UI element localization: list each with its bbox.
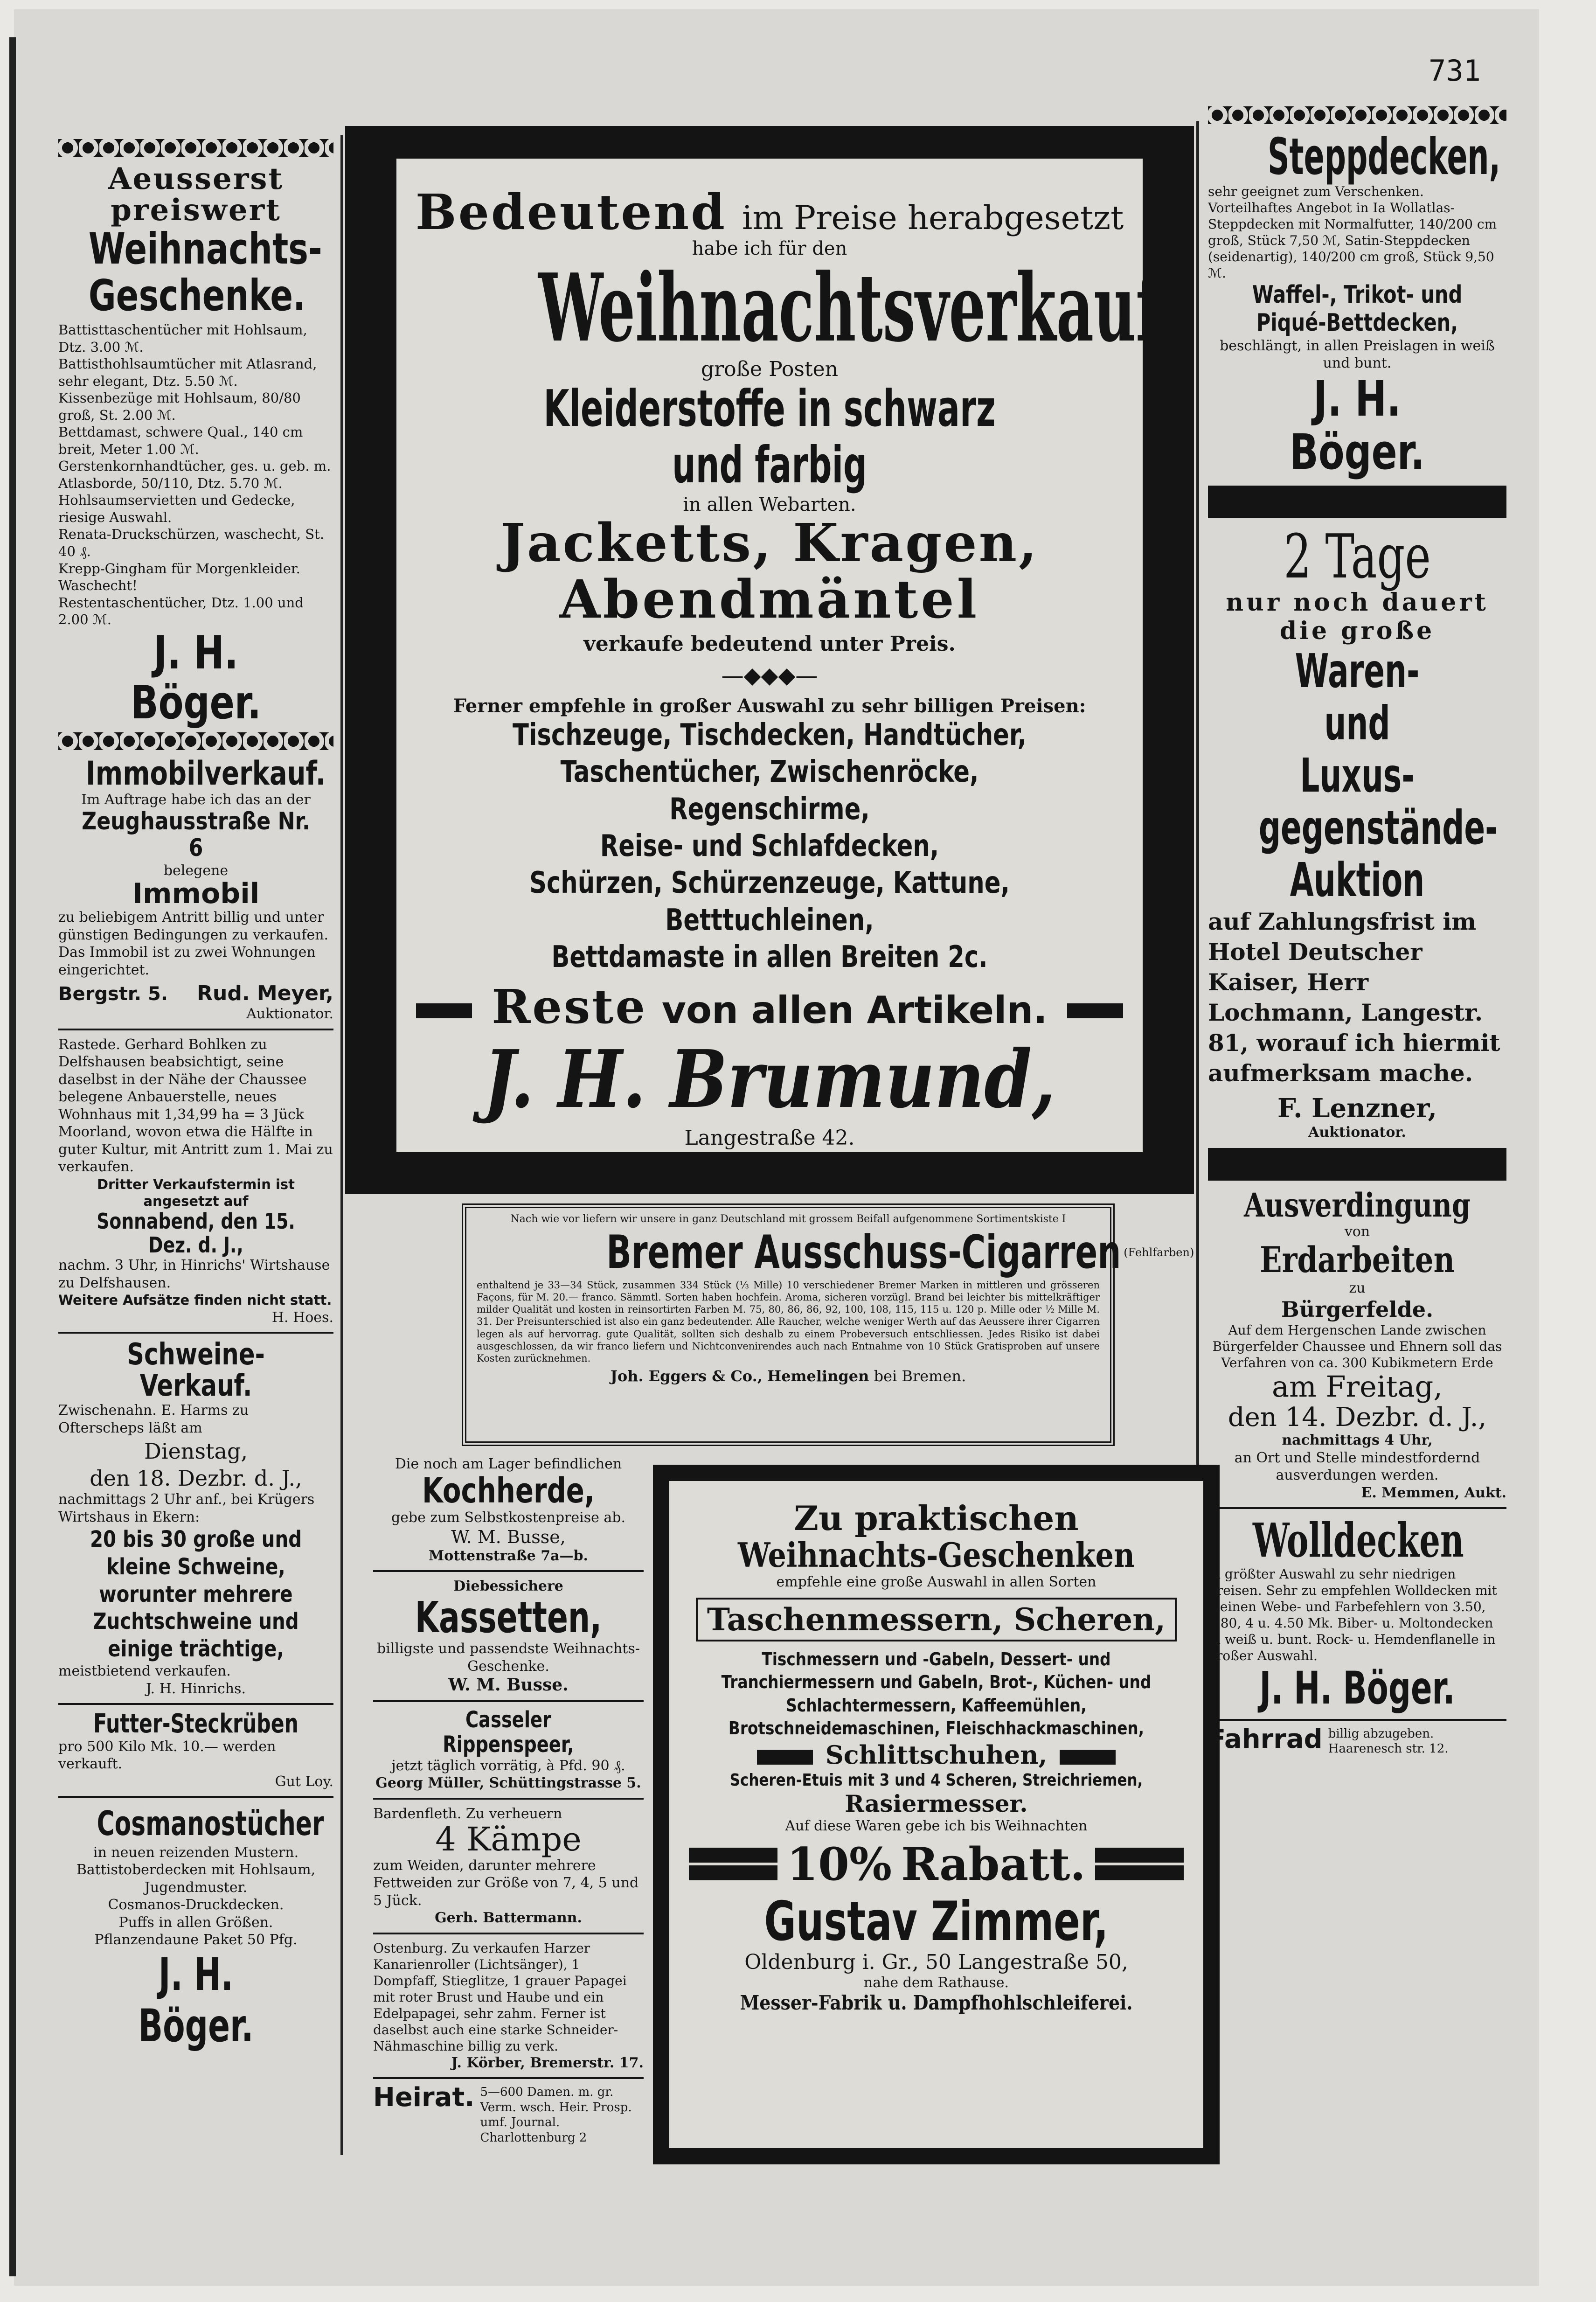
ad-day: Dienstag,: [144, 1439, 248, 1464]
ad-text: Scheren-Etuis mit 3 und 4 Scheren, Streichriemen,: [729, 1771, 1143, 1790]
ad-brumund: [396, 159, 1161, 1152]
divider: [58, 1703, 333, 1705]
left-column: [58, 135, 333, 2052]
ad-highlight-rest: von allen Artikeln.: [661, 988, 1048, 1032]
divider: [1208, 1719, 1506, 1721]
ad-text: meistbietend verkaufen.: [58, 1663, 231, 1680]
divider: [373, 1570, 644, 1572]
ad-text: in allen Webarten.: [683, 494, 856, 516]
ad-text: zu: [1349, 1280, 1366, 1296]
ad-text: Diebessichere: [453, 1578, 563, 1595]
column-rule-left: [9, 37, 16, 2276]
ad-headline: Erdarbeiten: [1260, 1239, 1455, 1281]
ad-subtitle: Waffel-, Trikot- und Piqué-Bettdecken,: [1252, 281, 1463, 337]
ad-list: Taschentücher, Zwischenröcke, Regenschirme,: [560, 755, 979, 827]
ad-text: Rastede. Gerhard Bohlken zu Delfshausen beabsichtigt, seine daselbst in der Nähe der Chaussee belegene Anbauerstelle, neues Wohnhaus mit 1,34,99 ha = 3 Jück Moorland, wovon etwa die Hälfte in guter Kultur, mit Antritt zum 1. Mai zu verkaufen.: [58, 1036, 333, 1175]
ad-headline: Bedeutend: [415, 183, 727, 241]
ad-note: (Fehlfarben): [1124, 1245, 1194, 1259]
ad-headline: gegenstände-: [1258, 800, 1498, 855]
pointing-hand-icon: [416, 1003, 472, 1018]
decorative-bar: [1095, 1865, 1184, 1880]
ad-text: 5—600 Damen. m. gr. Verm. wsch. Heir. Prosp. umf. Journal. Charlottenburg 2: [480, 2085, 632, 2145]
ad-tagline: Messer-Fabrik u. Dampfhohlschleiferei.: [740, 1991, 1133, 2015]
ad-text: große Posten: [701, 357, 839, 382]
ad-text: in größter Auswahl zu sehr niedrigen Preisen. Sehr zu empfehlen Wolldecken mit kleinen Webe- und Farbefehlern von 3.50, 3.80, 4 u. 4.50 Mk. Biber- u. Moltondecken in weiß u. bunt. Rock- u. Hemdenflanelle in großer Auswahl.: [1208, 1566, 1497, 1664]
ad-text: pro 500 Kilo Mk. 10.— werden verkauft.: [58, 1738, 276, 1773]
ad-highlight: Schlittschuhen,: [825, 1740, 1048, 1770]
ad-headline: Zu praktischen: [794, 1498, 1079, 1538]
ad-text: an Ort und Stelle mindestfordernd ausverdungen werden.: [1234, 1449, 1480, 1484]
ad-subtitle: Jacketts, Kragen,: [500, 513, 1039, 574]
ad-title: Steppdecken,: [1268, 128, 1501, 186]
ad-address: Bergstr. 5.: [58, 983, 168, 1005]
ad-signature: J. Körber, Bremerstr. 17.: [451, 2054, 644, 2071]
ad-title: 4 Kämpe: [435, 1820, 582, 1859]
ad-signature: Gut Loy.: [275, 1773, 333, 1790]
ad-text: empfehle eine große Auswahl in allen Sorten: [776, 1574, 1096, 1591]
divider: [373, 1798, 644, 1800]
chain-border: [58, 139, 333, 157]
ad-title: Heirat.: [373, 2082, 475, 2113]
pointing-hand-icon: [1060, 1750, 1116, 1765]
ad-title: Schweine-Verkauf.: [127, 1337, 265, 1404]
ad-time: nachmittags 4 Uhr,: [1282, 1432, 1433, 1449]
ad-highlight: Reste: [492, 979, 647, 1034]
decorative-bar: [689, 1865, 777, 1880]
ad-text: Ostenburg. Zu verkaufen Harzer Kanarienroller (Lichtsänger), 1 Dompfaff, Stieglitze, 1 grauer Papagei mit roter Brust und Haube und ein Edelpapagei, sehr zahm. Ferner ist daselbst auch eine starke Schneider-Nähmaschine billig zu verk.: [373, 1940, 627, 2054]
firm-name: W. M. Busse.: [448, 1675, 569, 1695]
divider: [58, 1796, 333, 1798]
ad-text: habe ich für den: [692, 238, 847, 260]
ad-subtitle: Kleiderstoffe in schwarz und farbig: [543, 380, 996, 495]
ad-signature: H. Hoes.: [271, 1309, 333, 1326]
ad-item: Restentaschentücher, Dtz. 1.00 und 2.00 ℳ.: [58, 594, 304, 628]
ad-text: auf Zahlungsfrist im Hotel Deutscher Kaiser, Herr Lochmann, Langestr. 81, worauf ich hiermit aufmerksam mache.: [1208, 908, 1500, 1087]
ad-role: Auktionator.: [246, 1006, 333, 1022]
ad-text: Zwischenahn. E. Harms zu Ofterscheps läßt am: [58, 1402, 249, 1436]
ad-headline: Auktion: [1290, 853, 1425, 908]
firm-location: bei Bremen.: [874, 1367, 966, 1385]
decorative-bar: [1208, 1148, 1506, 1181]
ad-title: Immobilverkauf.: [86, 754, 326, 793]
ad-wolldecken: [1208, 1515, 1506, 1757]
decorative-bar: [1095, 1848, 1184, 1863]
ad-subtitle: Abendmäntel: [559, 569, 980, 631]
ad-text: Dritter Verkaufstermin ist angesetzt auf: [97, 1176, 295, 1209]
ad-weihnachts-geschenke: [58, 139, 333, 750]
ad-cigarren: [462, 1203, 1194, 1446]
ad-kochherde: [373, 1455, 644, 1572]
ad-date: den 18. Dezbr. d. J.,: [90, 1466, 302, 1491]
ad-text: Cosmanos-Druckdecken.: [108, 1897, 284, 1913]
ad-text: Pflanzendaune Paket 50 Pfg.: [94, 1932, 298, 1948]
ad-headline-rest: im Preise herabgesetzt: [742, 199, 1124, 237]
ad-highlight: worunter mehrere: [99, 1581, 293, 1607]
ad-text: Nach wie vor liefern wir unsere in ganz Deutschland mit grossem Beifall aufgenommene Sortimentskiste I: [510, 1213, 1066, 1225]
ad-erdarbeiten: [1208, 1187, 1506, 1509]
ad-text: Die noch am Lager befindlichen: [395, 1456, 622, 1472]
firm-address-note: nahe dem Rathause.: [863, 1974, 1009, 1991]
ad-zimmer: [669, 1481, 1203, 2148]
ad-date: Sonnabend, den 15. Dez. d. J.,: [97, 1209, 295, 1258]
ad-signature: Rud. Meyer,: [197, 981, 333, 1006]
ad-boxed-item: Taschenmessern, Scheren,: [696, 1598, 1177, 1641]
ad-text: billig abzugeben. Haarenesch str. 12.: [1328, 1726, 1449, 1756]
divider: [58, 1029, 333, 1030]
ad-kaempe: [373, 1805, 644, 1934]
column-rule-1: [340, 135, 343, 2155]
ad-highlight: Rasiermesser.: [845, 1790, 1028, 1818]
ad-item: Gerstenkornhandtücher, ges. u. geb. m. Atlasborde, 50/110, Dtz. 5.70 ℳ.: [58, 458, 331, 491]
ad-text: zum Weiden, darunter mehrere Fettweiden zur Größe von 7, 4, 5 und 5 Jück.: [373, 1857, 639, 1909]
ad-item: Bettdamast, schwere Qual., 140 cm breit, Meter 1.00 ℳ.: [58, 424, 303, 457]
ad-text: Ferner empfehle in großer Auswahl zu sehr billigen Preisen:: [453, 695, 1086, 717]
center-left-column: [373, 1455, 644, 2145]
ad-headline: Aeusserst: [108, 161, 284, 196]
ad-headline: 2 Tage: [1284, 521, 1431, 592]
ad-text: Im Auftrage habe ich das an der: [81, 791, 311, 808]
ad-day: am Freitag,: [1272, 1370, 1443, 1404]
ad-text: von: [1344, 1223, 1370, 1240]
ad-headline: preiswert: [111, 193, 281, 228]
ad-text: belegene: [163, 862, 229, 879]
ad-role: Auktionator.: [1308, 1124, 1406, 1141]
pointing-hand-icon: [1067, 1003, 1123, 1018]
ad-date: den 14. Dezbr. d. J.,: [1228, 1402, 1487, 1433]
ad-cosmanostuecher: [58, 1803, 333, 2052]
newspaper-page: [14, 9, 1539, 2286]
ad-text: zu beliebigem Antritt billig und unter günstigen Bedingungen zu verkaufen. Das Immobil ist zu zwei Wohnungen eingerichtet.: [58, 909, 329, 978]
ad-kassetten: [373, 1578, 644, 1702]
ad-auktion: [1208, 521, 1506, 1181]
ad-casseler: [373, 1708, 644, 1800]
ad-signature: E. Memmen, Aukt.: [1361, 1484, 1506, 1501]
ad-list: Reise- und Schlafdecken,: [600, 829, 939, 864]
ad-list: Tischzeuge, Tischdecken, Handtücher,: [512, 718, 1027, 752]
ad-text: nachm. 3 Uhr, in Hinrichs' Wirtshause zu Delfshausen.: [58, 1257, 330, 1291]
ad-main-title: Weihnachtsverkauf: [538, 253, 1161, 363]
ad-item: Kissenbezüge mit Hohlsaum, 80/80 groß, St. 2.00 ℳ.: [58, 390, 301, 423]
ad-text: gebe zum Selbstkostenpreise ab.: [391, 1509, 626, 1526]
ad-text: beschlängt, in allen Preislagen in weiß und bunt.: [1220, 337, 1495, 372]
ad-text: Weitere Aufsätze finden nicht statt.: [58, 1292, 332, 1308]
ad-signature: Gerh. Battermann.: [435, 1910, 582, 1926]
ad-steppdecken: [1208, 106, 1506, 518]
ad-text: nachmittags 2 Uhr anf., bei Krügers Wirtshaus in Ekern:: [58, 1491, 315, 1525]
ad-title: Futter-Steckrüben: [93, 1709, 298, 1739]
ad-text: Bardenfleth. Zu verheuern: [373, 1805, 562, 1822]
firm-address: Oldenburg i. Gr., 50 Langestraße 50,: [744, 1950, 1128, 1974]
firm-place: Hemelingen: [767, 1367, 869, 1385]
page-number: 731: [1429, 54, 1481, 88]
ad-text: verkaufe bedeutend unter Preis.: [583, 632, 956, 656]
ad-item: Battisttaschentücher mit Hohlsaum, Dtz. 3.00 ℳ.: [58, 322, 307, 355]
ad-headline: Geschenke.: [88, 270, 306, 320]
ad-futter-steckrueben: [58, 1711, 333, 1798]
ad-text: nur noch dauert: [1226, 588, 1489, 617]
divider: [373, 1933, 644, 1934]
firm-name: W. M. Busse,: [451, 1526, 566, 1547]
ad-word: Immobil: [132, 877, 260, 911]
ad-item: Krepp-Gingham für Morgenkleider. Waschecht!: [58, 560, 300, 594]
ad-place: Bürgerfelde.: [1281, 1297, 1434, 1322]
firm-name: J. H. Böger.: [138, 1948, 254, 2052]
ad-signature: J. H. Hinrichs.: [146, 1680, 246, 1697]
ad-text: die große: [1279, 617, 1435, 646]
ad-highlight: Zuchtschweine und: [93, 1608, 299, 1635]
ad-koerber: [373, 1940, 644, 2079]
ad-list: Schürzen, Schürzenzeuge, Kattune, Betttuchleinen,: [529, 866, 1010, 938]
ornament: —◆◆◆—: [721, 662, 818, 689]
ad-text: jetzt täglich vorrätig, à Pfd. 90 ₰.: [391, 1757, 625, 1774]
ad-list: Bettdamaste in allen Breiten 2c.: [551, 940, 988, 975]
divider: [373, 1700, 644, 1702]
ad-text: enthaltend je 33—34 Stück, zusammen 334 Stück (⅓ Mille) 10 verschiedener Bremer Marken in mittleren und grösseren Façons, für M. 20.— franco. Sämmtl. Sorten haben hochfein. Aroma, sicheren vorzügl. Brand bei leichter bis mittelkräftiger milder Qualität und kosten in reinsortirten Farben M. 75, 80, 86, 86, 92, 100, 108, 115, 115 u. 120 p. Mille oder ½ Mille M. 31. Der Preisunterschied ist also ein ganz bedeutender. Alle Raucher, welche weniger Werth auf das Aeussere ihrer Cigarren legen als auf hervorrag. gute Qualität, sollten sich deshalb zu einem Probeversuch entschliessen. Jedes Risiko ist dabei ausgeschlossen, da wir franco liefern und Nichtconvenirendes auch nach Entnahme von 10 Stück Gratisproben auf unsere Kosten zurücknehmen.: [477, 1279, 1100, 1364]
ad-headline: Weihnachts-Geschenken: [737, 1535, 1135, 1575]
chain-border: [1208, 106, 1506, 124]
firm-name: J. H. Brumund,: [483, 1032, 1056, 1126]
pointing-hand-icon: [757, 1750, 813, 1765]
ad-signature: F. Lenzner,: [1277, 1093, 1437, 1124]
ad-item: Hohlsaumservietten und Gedecke, riesige Auswahl.: [58, 492, 295, 525]
ad-title: Wolldecken: [1253, 1513, 1464, 1568]
ad-title: Casseler Rippenspeer,: [443, 1707, 574, 1758]
ad-headline: Luxus-: [1300, 748, 1415, 803]
ad-headline: Ausverdingung: [1243, 1185, 1471, 1224]
firm-name: J. H. Böger.: [1290, 370, 1425, 481]
ad-text: Battistoberdecken mit Hohlsaum, Jugendmuster.: [76, 1862, 316, 1896]
ad-street: Zeughausstraße Nr. 6: [82, 807, 310, 862]
ad-highlight: 20 bis 30 große und: [90, 1526, 302, 1553]
ad-title: Fahrrad: [1208, 1724, 1323, 1754]
ad-item: Renata-Druckschürzen, waschecht, St. 40 ₰.: [58, 526, 325, 559]
right-column: [1208, 103, 1506, 1757]
firm-address: Langestraße 42.: [684, 1126, 855, 1150]
ad-schweine-verkauf: [58, 1339, 333, 1705]
ad-headline: Waren- und: [1295, 644, 1420, 751]
ad-title: Cosmanostücher: [97, 1804, 324, 1843]
ad-title: Kochherde,: [422, 1470, 595, 1511]
ad-heirat: [373, 2082, 644, 2145]
ad-title: Kassetten,: [415, 1592, 602, 1642]
ad-highlight: einige trächtige,: [108, 1635, 284, 1662]
firm-name: Gustav Zimmer,: [764, 1890, 1109, 1953]
ad-immobilverkauf: [58, 754, 333, 1030]
ad-rastede: [58, 1036, 333, 1334]
discount-percent: 10%: [787, 1837, 892, 1891]
firm-name: J. H. Böger.: [130, 626, 262, 730]
ad-highlight: kleine Schweine,: [106, 1553, 285, 1580]
ad-text: sehr geeignet zum Verschenken. Vorteilhaftes Angebot in Ia Wollatlas-Steppdecken mit Normalfutter, 140/200 cm groß, Stück 7,50 ℳ, Satin-Steppdecken (seidenartig), 140/200 cm groß, Stück 9,50 ℳ.: [1208, 184, 1497, 281]
firm-address: Mottenstraße 7a—b.: [429, 1547, 588, 1564]
ad-text: Auf diese Waren gebe ich bis Weihnachten: [785, 1818, 1088, 1835]
ad-list: Tischmessern und -Gabeln, Dessert- und Tranchiermessern und Gabeln, Brot-, Küchen- und Schlachtermessern, Kaffeemühlen, Brotschneidemaschinen, Fleischhackmaschinen,: [721, 1648, 1152, 1739]
divider: [1208, 1507, 1506, 1509]
firm-name: Georg Müller, Schüttingstrasse 5.: [375, 1775, 641, 1792]
firm-name: J. H. Böger.: [1259, 1662, 1455, 1715]
firm-name: Joh. Eggers & Co.,: [610, 1367, 763, 1385]
ad-text: billigste und passendste Weihnachts-Geschenke.: [377, 1641, 640, 1675]
decorative-bar: [689, 1848, 777, 1863]
ad-text: Auf dem Hergenschen Lande zwischen Bürgerfelder Chaussee und Ehnern soll das Verfahren von ca. 300 Kubikmetern Erde: [1212, 1322, 1502, 1371]
discount-label: Rabatt.: [901, 1837, 1086, 1891]
divider: [58, 1332, 333, 1334]
chain-border: [58, 732, 333, 750]
ad-text: in neuen reizenden Mustern.: [93, 1844, 299, 1861]
ad-item: Battisthohlsaumtücher mit Atlasrand, sehr elegant, Dtz. 5.50 ℳ.: [58, 356, 317, 389]
ad-title: Bremer Ausschuss-Cigarren: [606, 1225, 1121, 1279]
decorative-bar: [1208, 486, 1506, 518]
ad-headline: Weihnachts-: [88, 224, 322, 274]
divider: [373, 2077, 644, 2079]
ad-text: Puffs in allen Größen.: [118, 1914, 273, 1931]
